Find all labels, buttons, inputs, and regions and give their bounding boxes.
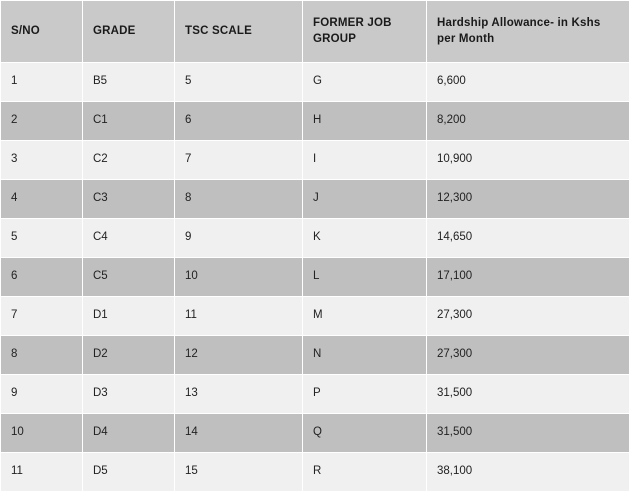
cell-sno: 1	[1, 63, 83, 102]
cell-job-group: Q	[303, 414, 427, 453]
table-header	[1, 1, 629, 63]
cell-grade: D2	[83, 336, 175, 375]
cell-job-group: L	[303, 258, 427, 297]
column-header-sno: S/NO	[1, 1, 83, 63]
table-row	[1, 453, 629, 492]
cell-grade: C1	[83, 102, 175, 141]
cell-grade: C5	[83, 258, 175, 297]
cell-sno: 4	[1, 180, 83, 219]
cell-tsc-scale: 7	[175, 141, 303, 180]
cell-allowance: 17,100	[427, 258, 629, 297]
cell-job-group: I	[303, 141, 427, 180]
cell-sno: 9	[1, 375, 83, 414]
cell-job-group: P	[303, 375, 427, 414]
column-header-former-job-group: FORMER JOB GROUP	[303, 1, 427, 63]
cell-tsc-scale: 8	[175, 180, 303, 219]
cell-job-group: M	[303, 297, 427, 336]
cell-grade: D3	[83, 375, 175, 414]
cell-tsc-scale: 11	[175, 297, 303, 336]
cell-allowance: 14,650	[427, 219, 629, 258]
cell-job-group: K	[303, 219, 427, 258]
cell-allowance: 31,500	[427, 375, 629, 414]
cell-job-group: H	[303, 102, 427, 141]
table-row	[1, 102, 629, 141]
cell-grade: C4	[83, 219, 175, 258]
table-header-row	[1, 1, 629, 63]
table-row	[1, 375, 629, 414]
cell-allowance: 10,900	[427, 141, 629, 180]
cell-tsc-scale: 5	[175, 63, 303, 102]
cell-job-group: J	[303, 180, 427, 219]
cell-allowance: 27,300	[427, 297, 629, 336]
cell-sno: 3	[1, 141, 83, 180]
cell-sno: 2	[1, 102, 83, 141]
table-row	[1, 63, 629, 102]
cell-tsc-scale: 15	[175, 453, 303, 492]
table-row	[1, 414, 629, 453]
table-row	[1, 219, 629, 258]
cell-sno: 11	[1, 453, 83, 492]
table-body	[1, 63, 629, 492]
column-header-hardship-allowance: Hardship Allowance- in Kshs per Month	[427, 1, 629, 63]
cell-allowance: 8,200	[427, 102, 629, 141]
cell-allowance: 27,300	[427, 336, 629, 375]
cell-grade: B5	[83, 63, 175, 102]
cell-job-group: R	[303, 453, 427, 492]
cell-sno: 5	[1, 219, 83, 258]
cell-tsc-scale: 6	[175, 102, 303, 141]
column-header-tsc-scale: TSC SCALE	[175, 1, 303, 63]
table-row	[1, 180, 629, 219]
cell-tsc-scale: 9	[175, 219, 303, 258]
cell-allowance: 12,300	[427, 180, 629, 219]
table-row	[1, 297, 629, 336]
cell-tsc-scale: 10	[175, 258, 303, 297]
cell-job-group: N	[303, 336, 427, 375]
cell-tsc-scale: 13	[175, 375, 303, 414]
column-header-grade: GRADE	[83, 1, 175, 63]
cell-sno: 6	[1, 258, 83, 297]
table-row	[1, 141, 629, 180]
cell-grade: D1	[83, 297, 175, 336]
cell-allowance: 31,500	[427, 414, 629, 453]
cell-grade: C3	[83, 180, 175, 219]
cell-grade: C2	[83, 141, 175, 180]
table-row	[1, 336, 629, 375]
cell-tsc-scale: 12	[175, 336, 303, 375]
cell-sno: 10	[1, 414, 83, 453]
cell-allowance: 38,100	[427, 453, 629, 492]
cell-job-group: G	[303, 63, 427, 102]
cell-grade: D5	[83, 453, 175, 492]
cell-tsc-scale: 14	[175, 414, 303, 453]
cell-allowance: 6,600	[427, 63, 629, 102]
cell-grade: D4	[83, 414, 175, 453]
cell-sno: 8	[1, 336, 83, 375]
table-row	[1, 258, 629, 297]
cell-sno: 7	[1, 297, 83, 336]
